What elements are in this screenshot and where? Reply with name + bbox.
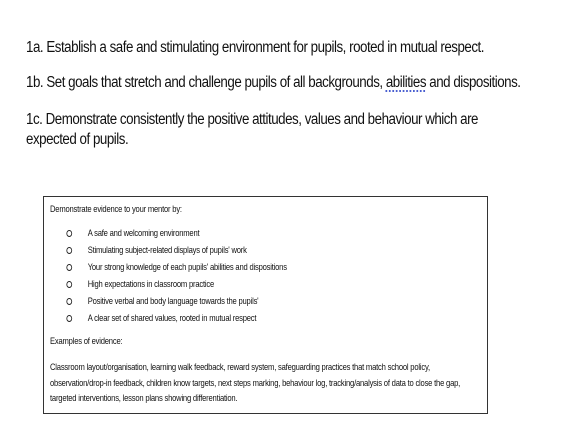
evidence-box [43,196,488,414]
evidence-heading: Demonstrate evidence to your mentor by: [50,204,182,214]
examples-label: Examples of evidence: [50,336,123,346]
standard-1b-end: and dispositions. [426,74,521,91]
standard-1b-text: 1b. Set goals that stretch and challenge pupils of all backgrounds, [26,74,386,91]
standard-1b [26,73,542,93]
circle-bullet-icon [66,230,72,237]
list-item-text: Your strong knowledge of each pupils' abilities and dispositions [87,262,287,272]
list-item-text: Stimulating subject-related displays of pupils' work [87,245,247,255]
list-item [66,278,286,295]
circle-bullet-icon [66,264,72,271]
circle-bullet-icon [66,281,72,288]
list-item [66,227,286,244]
circle-bullet-icon [66,315,72,322]
circle-bullet-icon [66,298,72,305]
list-item-text: A safe and welcoming environment [87,228,200,238]
list-item [66,261,286,278]
standard-1a: 1a. Establish a safe and stimulating environment for pupils, rooted in mutual respect. [26,39,484,56]
list-item [66,244,286,261]
list-item-text: High expectations in classroom practice [87,279,215,289]
list-item-text: A clear set of shared values, rooted in mutual respect [87,313,257,323]
evidence-list [66,227,286,329]
standard-1c: 1c. Demonstrate consistently the positive attitudes, values and behaviour which are expected of pupils. [26,111,479,148]
list-item [66,312,286,329]
spellcheck-word[interactable]: abilities [385,74,427,91]
examples-text: Classroom layout/organisation, learning walk feedback, reward system, safeguarding practices that match school policy, observation/drop-in feedback, children know targets, next steps marking, behaviour log, tracking/analysis of data to close the gap, targeted interventions, lesson plans showing differentiation. [50,362,461,403]
list-item [66,295,286,312]
circle-bullet-icon [66,247,72,254]
list-item-text: Positive verbal and body language towards the pupils' [87,296,259,306]
